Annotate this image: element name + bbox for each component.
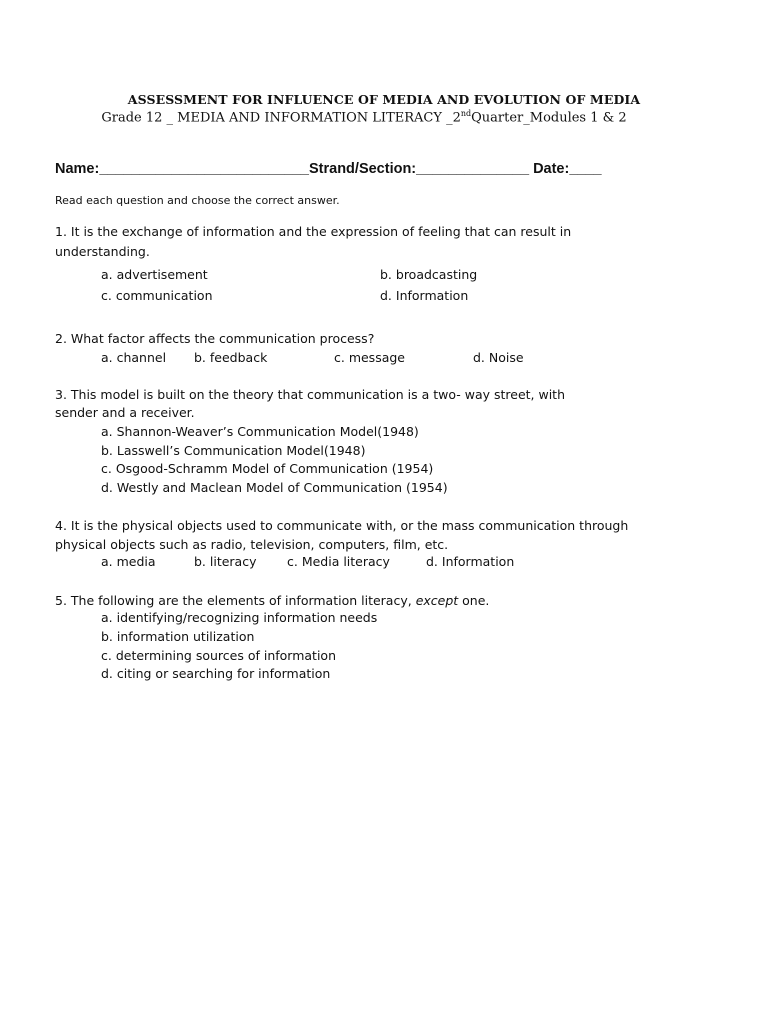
question-5	[55, 591, 675, 611]
question-3-option-a[interactable]: a. Shannon-Weaver’s Communication Model(1948)	[101, 424, 419, 439]
question-1-text-line1: 1. It is the exchange of information and the expression of feeling that can result in	[55, 224, 572, 239]
question-5-text-pre: 5. The following are the elements of information literacy,	[55, 593, 416, 608]
document-subtitle	[0, 109, 724, 125]
question-1-option-b[interactable]: b. broadcasting	[380, 267, 478, 282]
question-2-option-c[interactable]: c. message	[334, 350, 405, 365]
document-title: ASSESSMENT FOR INFLUENCE OF MEDIA AND EVOLUTION OF MEDIA	[127, 92, 641, 107]
instructions: Read each question and choose the correct answer.	[55, 194, 340, 207]
question-4-option-c[interactable]: c. Media literacy	[287, 554, 390, 569]
subtitle-superscript: nd	[460, 109, 472, 118]
question-4-option-a[interactable]: a. media	[101, 554, 156, 569]
question-1-text-line2: understanding.	[55, 244, 150, 259]
question-2-option-b[interactable]: b. feedback	[194, 350, 268, 365]
question-4	[55, 516, 715, 555]
question-4-text-line1: 4. It is the physical objects used to communicate with, or the mass communication through	[55, 518, 629, 533]
question-5-option-b[interactable]: b. information utilization	[101, 629, 255, 644]
question-4-option-b[interactable]: b. literacy	[194, 554, 257, 569]
question-3-option-d[interactable]: d. Westly and Maclean Model of Communication (1954)	[101, 480, 448, 495]
question-2-option-d[interactable]: d. Noise	[473, 350, 524, 365]
question-4-option-d[interactable]: d. Information	[426, 554, 515, 569]
question-2-text: 2. What factor affects the communication process?	[55, 331, 375, 346]
question-1-option-d[interactable]: d. Information	[380, 288, 469, 303]
subtitle-main: Grade 12 _ MEDIA AND INFORMATION LITERACY _2	[101, 110, 461, 126]
question-3-text-line1: 3. This model is built on the theory that communication is a two- way street, with	[55, 387, 566, 402]
subtitle-quarter: Quarter_Modules 1 & 2	[471, 110, 627, 126]
question-2-option-a[interactable]: a. channel	[101, 350, 167, 365]
question-4-text-line2: physical objects such as radio, television, computers, film, etc.	[55, 537, 449, 552]
question-1	[55, 222, 675, 262]
question-3-option-c[interactable]: c. Osgood-Schramm Model of Communication (1954)	[101, 461, 434, 476]
question-2	[55, 329, 675, 349]
student-info-fields: Name:__________________________Strand/Section:______________ Date:____	[55, 161, 602, 177]
question-3-option-b[interactable]: b. Lasswell’s Communication Model(1948)	[101, 443, 366, 458]
question-1-option-a[interactable]: a. advertisement	[101, 267, 208, 282]
question-5-text	[55, 591, 675, 611]
question-3	[55, 385, 675, 423]
question-5-text-post: one.	[458, 593, 490, 608]
question-3-text-line2: sender and a receiver.	[55, 405, 195, 420]
question-1-option-c[interactable]: c. communication	[101, 288, 213, 303]
question-5-option-c[interactable]: c. determining sources of information	[101, 648, 336, 663]
question-5-option-a[interactable]: a. identifying/recognizing information needs	[101, 610, 378, 625]
question-5-text-emphasis: except	[415, 593, 459, 608]
question-5-option-d[interactable]: d. citing or searching for information	[101, 666, 331, 681]
